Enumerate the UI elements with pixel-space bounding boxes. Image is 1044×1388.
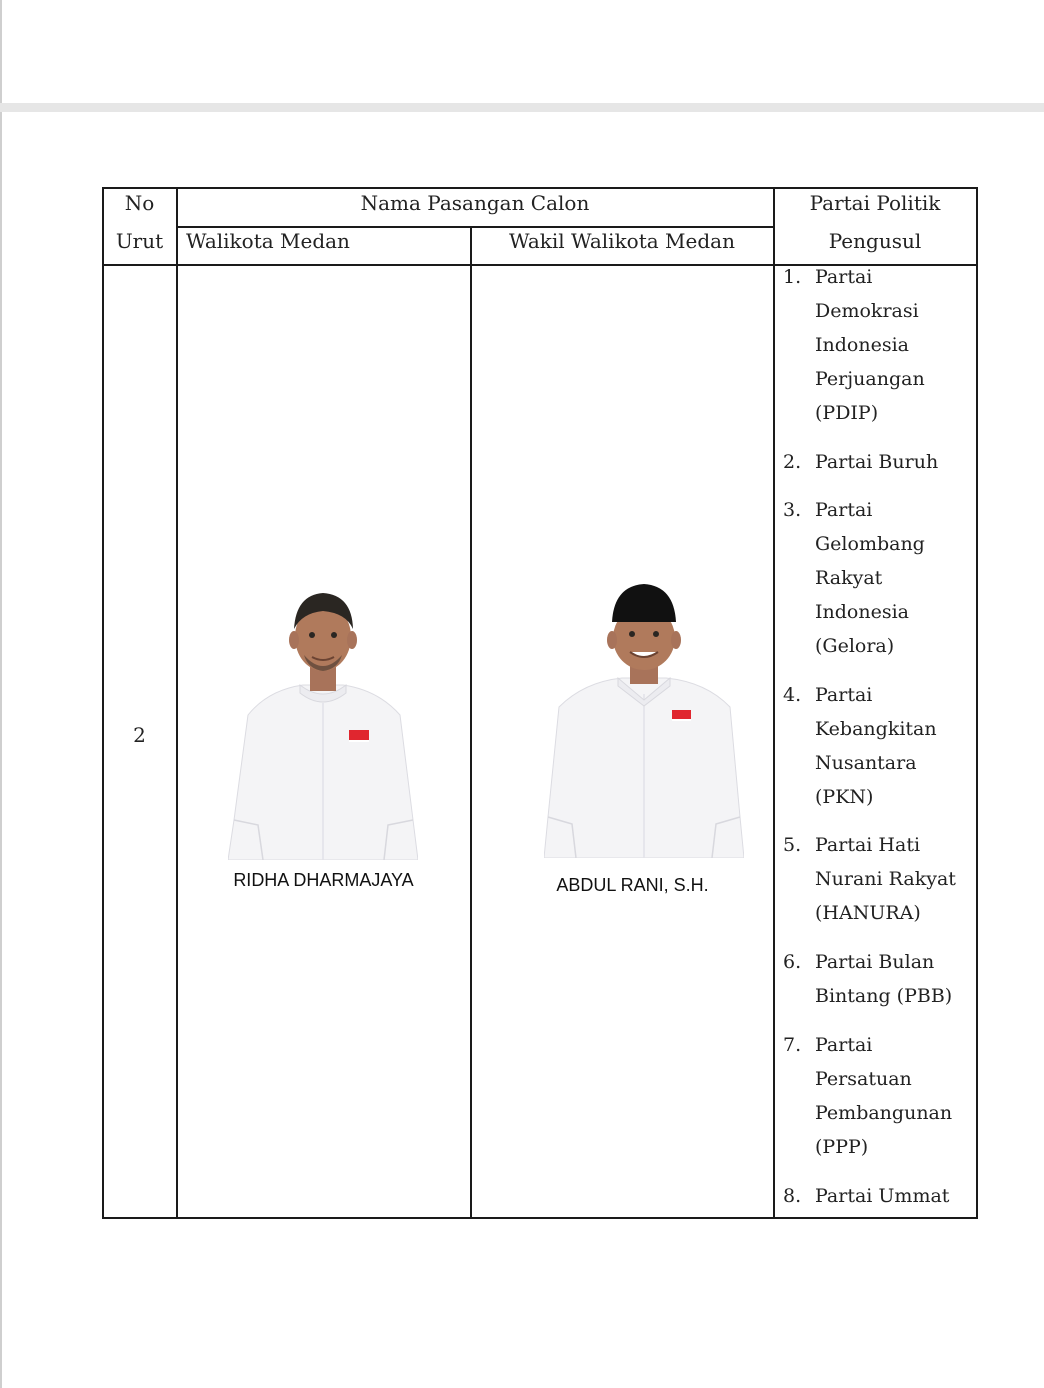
party-name: Partai Ummat xyxy=(815,1185,950,1207)
party-number: 6. xyxy=(783,951,802,973)
party-name: Partai Buruh xyxy=(815,451,939,473)
walikota-name-caption: RIDHA DHARMAJAYA xyxy=(233,870,414,890)
table-col-line-1 xyxy=(176,187,178,1218)
page-left-edge xyxy=(0,0,2,1388)
party-name: Partai Gelombang Rakyat Indonesia (Gelora) xyxy=(815,499,925,657)
party-number: 3. xyxy=(783,499,802,521)
party-number: 5. xyxy=(783,834,802,856)
party-name: Partai Demokrasi Indonesia Perjuangan (PDIP) xyxy=(815,266,925,424)
row-no-urut: 2 xyxy=(133,723,146,747)
party-name: Partai Kebangkitan Nusantara (PKN) xyxy=(815,684,937,808)
table-border-left xyxy=(102,187,104,1218)
party-name: Partai Hati Nurani Rakyat (HANURA) xyxy=(815,834,956,924)
header-urut: Urut xyxy=(115,229,164,253)
wakil-photo xyxy=(544,582,744,858)
wakil-name-caption: ABDUL RANI, S.H. xyxy=(556,875,709,895)
header-wakil: Wakil Walikota Medan xyxy=(509,229,735,253)
header-walikota: Walikota Medan xyxy=(186,229,350,253)
party-number: 1. xyxy=(783,266,802,288)
party-number: 8. xyxy=(783,1185,802,1207)
table-col-line-2 xyxy=(470,226,472,1218)
header-nama-pasangan: Nama Pasangan Calon xyxy=(360,191,590,215)
walikota-photo xyxy=(228,585,418,860)
table-border-right xyxy=(976,187,978,1218)
party-number: 4. xyxy=(783,684,802,706)
header-partai-line1: Partai Politik xyxy=(809,191,941,215)
table-border-bottom xyxy=(102,1217,978,1219)
page-top-band xyxy=(0,103,1044,112)
party-number: 2. xyxy=(783,451,802,473)
table-col-line-3 xyxy=(773,187,775,1218)
party-name: Partai Bulan Bintang (PBB) xyxy=(815,951,953,1007)
header-no: No xyxy=(124,191,155,215)
header-partai-line2: Pengusul xyxy=(828,229,922,253)
party-name: Partai Persatuan Pembangunan (PPP) xyxy=(815,1034,953,1158)
party-number: 7. xyxy=(783,1034,802,1056)
